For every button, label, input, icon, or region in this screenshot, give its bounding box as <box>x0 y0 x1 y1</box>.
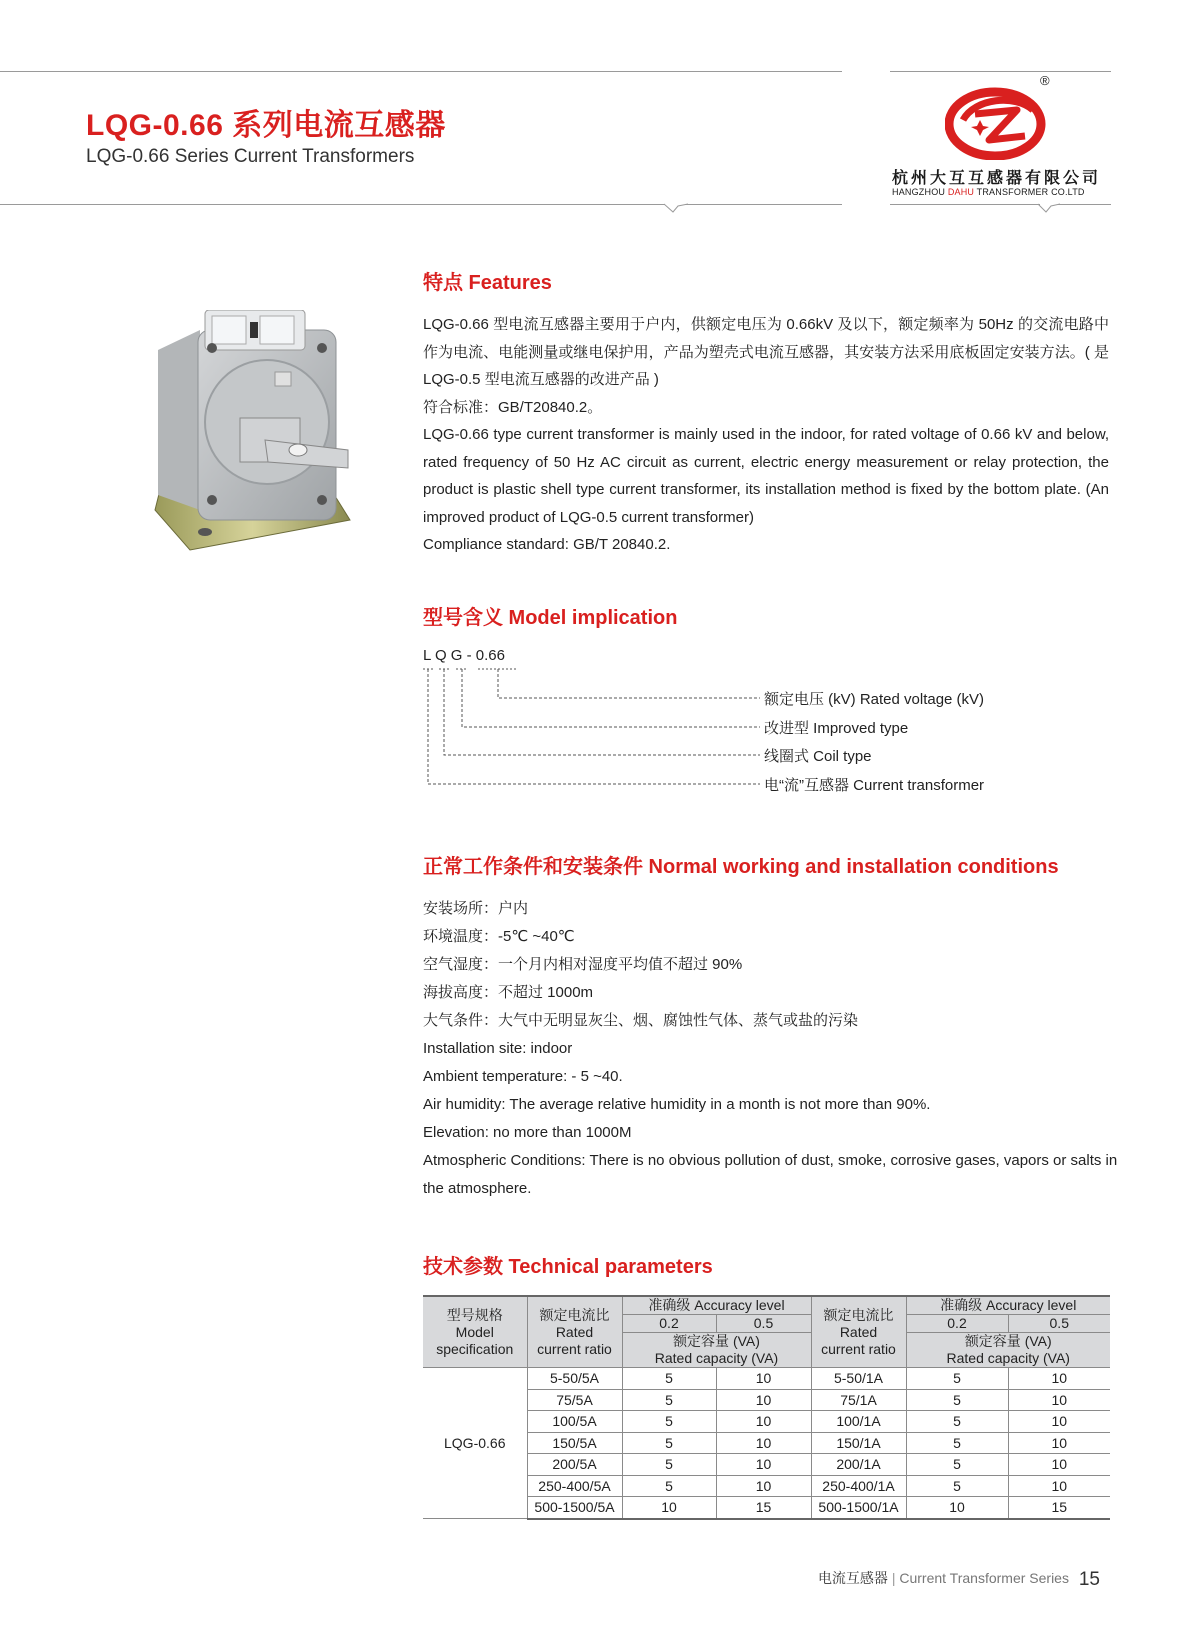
table-row <box>423 1475 1110 1497</box>
th-acc-05: 0.5 <box>1008 1315 1110 1333</box>
table-row <box>423 1389 1110 1411</box>
th-ratio-en2: current ratio <box>821 1340 896 1357</box>
table-cell: 15 <box>716 1497 811 1519</box>
footer-separator: | <box>891 1570 896 1586</box>
registered-mark: ® <box>1040 73 1050 88</box>
table-cell: 10 <box>716 1368 811 1390</box>
table-cell: 150/5A <box>527 1432 622 1454</box>
table-cell: 10 <box>1008 1368 1110 1390</box>
condition-line: 安装场所：户内 <box>423 900 529 917</box>
table-cell: 75/1A <box>811 1389 906 1411</box>
model-title: 型号含义 Model implication <box>423 607 678 629</box>
th-model-cn: 型号规格 <box>446 1306 503 1323</box>
table-row <box>423 1454 1110 1476</box>
th-capacity-en: Rated capacity (VA) <box>654 1350 779 1366</box>
tech-title: 技术参数 Technical parameters <box>423 1256 713 1278</box>
table-row <box>423 1432 1110 1454</box>
th-ratio-en1: Rated <box>555 1323 594 1340</box>
table-cell: 10 <box>716 1389 811 1411</box>
model-code: L Q G - 0.66 <box>423 647 505 664</box>
table-cell: 10 <box>1008 1432 1110 1454</box>
features-title: 特点 Features <box>423 272 552 294</box>
table-cell: 5 <box>622 1389 716 1411</box>
table-cell: 200/5A <box>527 1454 622 1476</box>
th-ratio-1a <box>811 1296 906 1368</box>
condition-line: 大气条件：大气中无明显灰尘、烟、腐蚀性气体、蒸气或盐的污染 <box>423 1012 859 1029</box>
model-diagram-lines <box>420 664 770 799</box>
table-cell: 500-1500/1A <box>811 1497 906 1519</box>
th-model-en2: specification <box>436 1340 514 1357</box>
table-cell: 10 <box>1008 1389 1110 1411</box>
table-cell: 5-50/1A <box>811 1368 906 1390</box>
company-name-en-part2: TRANSFORMER CO.LTD <box>974 187 1085 197</box>
table-cell: 100/1A <box>811 1411 906 1433</box>
table-cell: 150/1A <box>811 1432 906 1454</box>
th-ratio-cn: 额定电流比 <box>823 1306 894 1323</box>
conditions-title: 正常工作条件和安装条件 Normal working and installation conditions <box>423 856 1059 878</box>
th-acc-05: 0.5 <box>716 1315 811 1333</box>
header-bottom-rule <box>0 204 665 205</box>
features-standard-en: Compliance standard: GB/T 20840.2. <box>423 536 671 553</box>
features-text <box>423 311 1109 559</box>
model-label-improved: 改进型 Improved type <box>764 720 909 737</box>
th-accuracy-5a: 准确级 Accuracy level <box>622 1296 811 1315</box>
th-model-en1: Model <box>455 1323 494 1340</box>
model-label-current-transformer: 电“流”互感器 Current transformer <box>764 777 985 794</box>
table-cell: 5 <box>906 1454 1008 1476</box>
features-standard-cn: 符合标准：GB/T20840.2。 <box>423 398 603 416</box>
table-cell: 5 <box>906 1411 1008 1433</box>
table-cell: 10 <box>716 1475 811 1497</box>
th-ratio-en2: current ratio <box>537 1340 612 1357</box>
logo-bottom-rule <box>890 204 1040 205</box>
table-cell: 5 <box>906 1432 1008 1454</box>
company-logo-icon <box>945 80 1055 160</box>
table-cell: 5 <box>622 1368 716 1390</box>
th-ratio-cn: 额定电流比 <box>539 1306 610 1323</box>
conditions-list <box>423 895 1123 1203</box>
th-model <box>423 1296 527 1368</box>
company-name-en <box>892 187 1085 197</box>
table-cell: 5 <box>622 1411 716 1433</box>
table-cell: 200/1A <box>811 1454 906 1476</box>
footer-series-en: Current Transformer Series <box>899 1570 1069 1586</box>
table-cell: 15 <box>1008 1497 1110 1519</box>
logo-rule-notch <box>1038 199 1060 215</box>
th-accuracy-1a: 准确级 Accuracy level <box>906 1296 1110 1315</box>
th-capacity-5a <box>622 1333 811 1368</box>
th-acc-02: 0.2 <box>906 1315 1008 1333</box>
table-cell: 5 <box>906 1368 1008 1390</box>
table-cell: 75/5A <box>527 1389 622 1411</box>
header-top-rule <box>0 71 842 72</box>
table-cell: 250-400/5A <box>527 1475 622 1497</box>
table-cell: 10 <box>716 1411 811 1433</box>
th-capacity-cn: 额定容量 (VA) <box>964 1333 1052 1349</box>
table-cell: 5 <box>622 1475 716 1497</box>
th-ratio-5a <box>527 1296 622 1368</box>
table-cell: 10 <box>622 1497 716 1519</box>
model-name-cell: LQG-0.66 <box>423 1368 527 1519</box>
model-label-coil: 线圈式 Coil type <box>764 748 872 765</box>
condition-line: 环境温度：-5℃ ~40℃ <box>423 928 575 945</box>
company-name-en-brand: DAHU <box>947 187 975 197</box>
page-subtitle: LQG-0.66 Series Current Transformers <box>86 146 415 167</box>
condition-line: Atmospheric Conditions: There is no obvious pollution of dust, smoke, corrosive gases, vapors or salts in the atmosphere. <box>423 1152 1118 1197</box>
table-cell: 5 <box>622 1432 716 1454</box>
logo-bottom-rule-right <box>1058 204 1111 205</box>
condition-line: Elevation: no more than 1000M <box>423 1124 632 1141</box>
table-cell: 500-1500/5A <box>527 1497 622 1519</box>
features-paragraph-en: LQG-0.66 type current transformer is mainly used in the indoor, for rated voltage of 0.66 kV and below, rated frequency of 50 Hz AC circuit as current, electric energy measurement or relay protection, the product is plastic shell type current transformer, its installation method is fixed by the bottom plate. (An improved product of LQG-0.5 current transformer) <box>423 426 1109 526</box>
model-label-voltage: 额定电压 (kV) Rated voltage (kV) <box>764 691 985 708</box>
page-title: LQG-0.66 系列电流互感器 <box>86 109 446 142</box>
th-acc-02: 0.2 <box>622 1315 716 1333</box>
product-image <box>150 310 370 560</box>
table-cell: 5 <box>906 1475 1008 1497</box>
table-cell: 10 <box>716 1432 811 1454</box>
table-row <box>423 1497 1110 1519</box>
table-cell: 10 <box>1008 1411 1110 1433</box>
footer-series-cn: 电流互感器 <box>817 1570 888 1586</box>
table-cell: 5 <box>906 1389 1008 1411</box>
tech-parameters-table <box>423 1295 1110 1520</box>
condition-line: Air humidity: The average relative humidity in a month is not more than 90%. <box>423 1096 931 1113</box>
table-cell: 5 <box>622 1454 716 1476</box>
table-cell: 5-50/5A <box>527 1368 622 1390</box>
table-cell: 10 <box>1008 1475 1110 1497</box>
condition-line: Installation site: indoor <box>423 1040 573 1057</box>
header-rule-notch <box>664 199 688 215</box>
features-paragraph-cn: LQG-0.66 型电流互感器主要用于户内，供额定电压为 0.66kV 及以下，额定频率为 50Hz 的交流电路中作为电流、电能测量或继电保护用，产品为塑壳式电流互感器，其安装方法采用底板固定安装方法。( 是 LQG-0.5 型电流互感器的改进产品 ) <box>423 316 1109 388</box>
table-row <box>423 1368 1110 1390</box>
table-cell: 10 <box>906 1497 1008 1519</box>
company-name-en-part1: HANGZHOU <box>892 187 948 197</box>
table-cell: 10 <box>716 1454 811 1476</box>
page-number: 15 <box>1078 1569 1100 1590</box>
table-cell: 250-400/1A <box>811 1475 906 1497</box>
th-capacity-1a <box>906 1333 1110 1368</box>
th-capacity-en: Rated capacity (VA) <box>946 1350 1070 1366</box>
th-ratio-en1: Rated <box>839 1323 878 1340</box>
table-row <box>423 1411 1110 1433</box>
table-cell: 100/5A <box>527 1411 622 1433</box>
condition-line: 空气湿度：一个月内相对湿度平均值不超过 90% <box>423 956 743 973</box>
page-footer <box>800 1568 1100 1591</box>
condition-line: Ambient temperature: - 5 ~40. <box>423 1068 623 1085</box>
th-capacity-cn: 额定容量 (VA) <box>673 1333 760 1349</box>
company-name-cn: 杭州大互互感器有限公司 <box>892 170 1102 187</box>
condition-line: 海拔高度：不超过 1000m <box>423 984 594 1001</box>
logo-top-rule <box>890 71 1111 72</box>
header-bottom-rule-right <box>685 204 842 205</box>
table-cell: 10 <box>1008 1454 1110 1476</box>
